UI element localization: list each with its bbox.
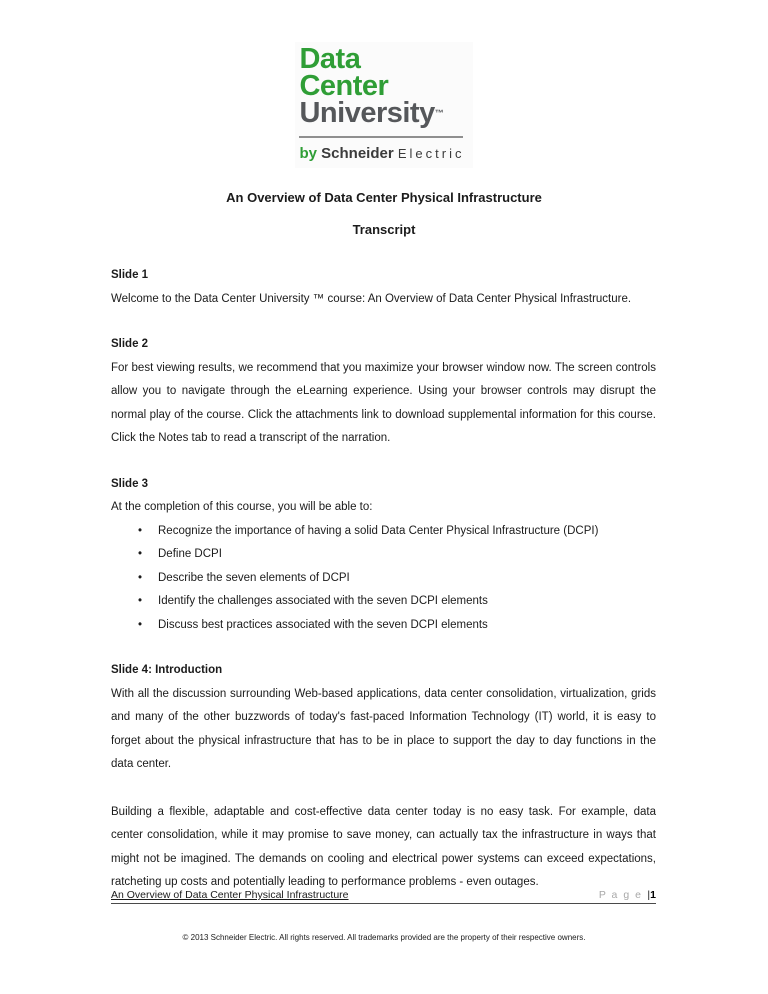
slide-3-intro: At the completion of this course, you will be able to:: [111, 501, 373, 513]
list-item: [111, 567, 656, 591]
logo-by-text: by: [299, 145, 317, 162]
objectives-list: [111, 520, 656, 638]
logo-block: [0, 42, 768, 168]
slide-3-heading: Slide 3: [111, 477, 149, 490]
list-item-text: Discuss best practices associated with the seven DCPI elements: [158, 618, 488, 631]
list-item-text: Define DCPI: [158, 548, 222, 560]
page-subtitle: Transcript: [352, 222, 416, 237]
trademark-icon: ™: [434, 108, 444, 118]
list-item: [111, 590, 656, 614]
bullet-icon: •: [138, 548, 143, 560]
dcu-schneider-logo: [295, 42, 472, 168]
logo-word-university: [299, 97, 464, 129]
transcript-content: [111, 264, 656, 895]
list-item-text: Identify the challenges associated with the seven DCPI elements: [158, 595, 488, 607]
footer-rule-row: [111, 889, 656, 904]
logo-byline: [299, 145, 464, 162]
list-item-text: Describe the seven elements of DCPI: [158, 571, 350, 584]
slide-1-paragraph: Welcome to the Data Center University ™ course: An Overview of Data Center Physical Infrastructure.: [111, 292, 632, 305]
bullet-icon: •: [138, 595, 143, 607]
logo-word-university-text: University: [299, 97, 435, 129]
bullet-icon: •: [138, 571, 143, 584]
list-item: [111, 614, 656, 638]
slide-1-heading: Slide 1: [111, 269, 149, 281]
slide-4-paragraph-1: With all the discussion surrounding Web-based applications, data center consolidation, virtualization, grids and many of the other buzzwords of today's fast-paced Information Technology (IT) world, it is easy to forget about the physical infrastructure that has to be in place to support the day to day functions in the data center.: [111, 687, 656, 770]
footer-page-separator: |: [647, 889, 651, 901]
slide-4-heading: Slide 4: Introduction: [111, 664, 223, 676]
logo-word-data: Data: [299, 43, 361, 75]
page-title: An Overview of Data Center Physical Infrastructure: [226, 190, 542, 205]
logo-brand-schneider: Schneider: [321, 145, 394, 162]
section-slide-4: [111, 659, 656, 895]
bullet-icon: •: [138, 618, 143, 631]
footer-running-title: An Overview of Data Center Physical Infrastructure: [111, 889, 349, 901]
section-slide-3: [111, 473, 656, 638]
slide-4-paragraph-2: Building a flexible, adaptable and cost-effective data center today is no easy task. For example, data center consolidation, while it may promise to save money, can actually tax the infrastructure in ways that might not be imagined. The demands on cooling and electrical power systems can exceed expectations, ratcheting up costs and potentially leading to performance problems - even outages.: [111, 805, 656, 888]
list-item: [111, 520, 656, 544]
logo-divider: [299, 136, 463, 138]
footer-page-indicator: [599, 889, 656, 901]
slide-2-heading: Slide 2: [111, 338, 149, 350]
slide-2-paragraph: For best viewing results, we recommend that you maximize your browser window now. The screen controls allow you to navigate through the eLearning experience. Using your browser controls may disrupt the normal play of the course. Click the attachments link to download supplemental information for this course. Click the Notes tab to read a transcript of the narration.: [111, 361, 656, 444]
section-slide-2: [111, 333, 656, 451]
section-slide-1: [111, 264, 656, 311]
list-item-text: Recognize the importance of having a solid Data Center Physical Infrastructure (DCPI): [158, 524, 599, 537]
logo-word-center: Center: [299, 70, 389, 102]
copyright-notice: © 2013 Schneider Electric. All rights reserved. All trademarks provided are the property of their respective owners.: [182, 933, 586, 942]
footer-page-label: P a g e: [598, 889, 643, 901]
list-item: [111, 543, 656, 567]
logo-brand-electric: Electric: [397, 146, 465, 161]
bullet-icon: •: [138, 524, 143, 537]
footer-page-number: 1: [650, 889, 656, 901]
